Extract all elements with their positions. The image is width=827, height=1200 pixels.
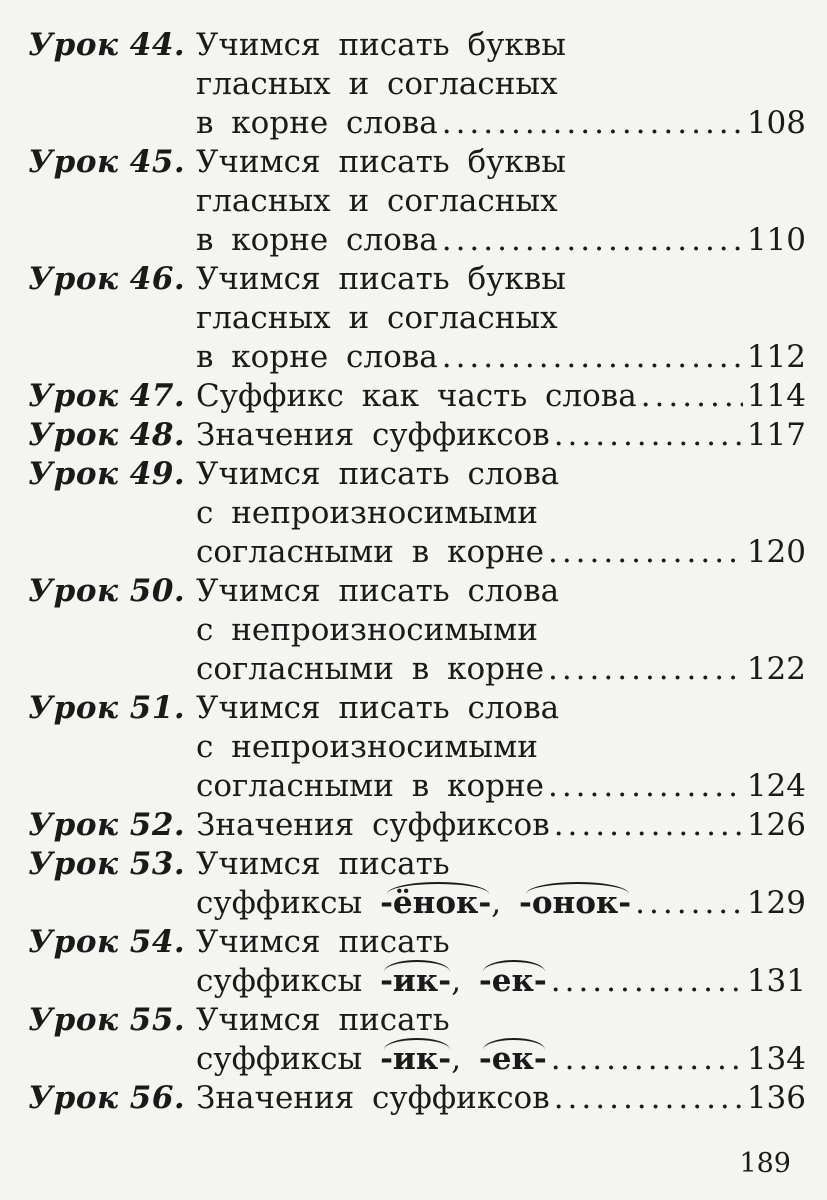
dot-leader (442, 221, 743, 260)
title-line: гласных и согласных (196, 300, 558, 336)
lesson-title (196, 806, 806, 845)
dot-leader (442, 338, 743, 377)
lesson-number: Урок 52. (28, 807, 186, 843)
title-line: согласными в корне (196, 768, 544, 804)
toc-entry[interactable] (28, 455, 806, 572)
page-ref: 136 (746, 1080, 806, 1116)
dot-leader (554, 416, 743, 455)
lesson-number: Урок 47. (28, 378, 186, 414)
lesson-title (196, 26, 806, 143)
toc-entry[interactable] (28, 1079, 806, 1118)
lesson-number: Урок 51. (28, 690, 186, 726)
title-line: Учимся писать слова (196, 456, 560, 492)
lesson-title (196, 689, 806, 806)
suffix-label: -ёнок- (380, 885, 492, 921)
dot-leader (551, 962, 743, 1001)
suffix-label: -онок- (519, 885, 632, 921)
lesson-title (196, 143, 806, 260)
lesson-title: Учимся писать суффиксы -ёнок- , -онок- ..... 129 (196, 845, 806, 923)
title-line: Значения суффиксов (196, 417, 550, 453)
page-ref: 117 (746, 417, 806, 453)
title-line: Учимся писать буквы (196, 27, 566, 63)
toc-entry[interactable] (28, 689, 806, 806)
lesson-title (196, 1079, 806, 1118)
page-ref: 112 (746, 339, 806, 375)
title-line: согласными в корне (196, 534, 544, 570)
dot-leader (548, 650, 743, 689)
suffix-label: -ик- (380, 963, 452, 999)
dot-leader (554, 1079, 743, 1118)
page-ref: 114 (746, 378, 806, 414)
lesson-title (196, 455, 806, 572)
lesson-number: Урок 54. (28, 924, 186, 960)
lesson-number: Урок 53. (28, 846, 186, 882)
toc-entry[interactable] (28, 260, 806, 377)
lesson-number: Урок 55. (28, 1002, 186, 1038)
lesson-title (196, 572, 806, 689)
dot-leader (551, 1040, 743, 1079)
title-line: Учимся писать (196, 846, 450, 882)
toc-entry[interactable] (28, 1001, 806, 1079)
title-line: Суффикс как часть слова (196, 378, 637, 414)
title-line: суффиксы (196, 963, 363, 999)
page-ref: 110 (746, 222, 806, 258)
page-ref: 126 (746, 807, 806, 843)
page-ref: 120 (746, 534, 806, 570)
title-line: суффиксы (196, 1041, 363, 1077)
title-line: Значения суффиксов (196, 1080, 550, 1116)
lesson-title: Учимся писать суффиксы -ик- , -ек- ..... 134 (196, 1001, 806, 1079)
toc-entry[interactable] (28, 806, 806, 845)
lesson-number: Урок 56. (28, 1080, 186, 1116)
title-line: согласными в корне (196, 651, 544, 687)
lesson-number: Урок 45. (28, 144, 186, 180)
page-ref: 108 (746, 105, 806, 141)
title-line: в корне слова (196, 339, 438, 375)
title-line: Учимся писать слова (196, 573, 560, 609)
toc-entry[interactable] (28, 377, 806, 416)
title-line: с непроизносимыми (196, 495, 538, 531)
lesson-number: Урок 46. (28, 261, 186, 297)
lesson-number: Урок 50. (28, 573, 186, 609)
lesson-title (196, 377, 806, 416)
title-line: в корне слова (196, 222, 438, 258)
dot-leader (554, 806, 743, 845)
title-line: гласных и согласных (196, 66, 558, 102)
dot-leader (442, 104, 743, 143)
lesson-number: Урок 44. (28, 27, 186, 63)
title-line: суффиксы (196, 885, 363, 921)
page-ref: 131 (746, 963, 806, 999)
toc-entry[interactable] (28, 26, 806, 143)
page-ref: 134 (746, 1041, 806, 1077)
page-ref: 124 (746, 768, 806, 804)
toc-entry[interactable] (28, 572, 806, 689)
suffix-label: -ик- (380, 1041, 452, 1077)
toc-entry[interactable] (28, 923, 806, 1001)
suffix-label: -ек- (478, 1041, 547, 1077)
lesson-title: Учимся писать суффиксы -ик- , -ек- ..... 131 (196, 923, 806, 1001)
page-ref: 122 (746, 651, 806, 687)
lesson-title (196, 416, 806, 455)
lesson-title (196, 260, 806, 377)
title-line: Учимся писать буквы (196, 261, 566, 297)
title-line: гласных и согласных (196, 183, 558, 219)
title-line: Учимся писать (196, 1002, 450, 1038)
toc-entry[interactable] (28, 143, 806, 260)
lesson-number: Урок 49. (28, 456, 186, 492)
title-line: с непроизносимыми (196, 729, 538, 765)
title-line: в корне слова (196, 105, 438, 141)
title-line: Учимся писать (196, 924, 450, 960)
title-line: с непроизносимыми (196, 612, 538, 648)
title-line: Учимся писать буквы (196, 144, 566, 180)
lesson-number: Урок 48. (28, 417, 186, 453)
dot-leader (548, 767, 743, 806)
title-line: Значения суффиксов (196, 807, 550, 843)
dot-leader (548, 533, 743, 572)
dot-leader (635, 884, 743, 923)
toc-entry[interactable] (28, 845, 806, 923)
dot-leader (641, 377, 743, 416)
page-number: 189 (739, 1148, 791, 1179)
title-line: Учимся писать слова (196, 690, 560, 726)
suffix-label: -ек- (478, 963, 547, 999)
table-of-contents (28, 26, 806, 1118)
toc-entry[interactable] (28, 416, 806, 455)
page-ref: 129 (746, 885, 806, 921)
